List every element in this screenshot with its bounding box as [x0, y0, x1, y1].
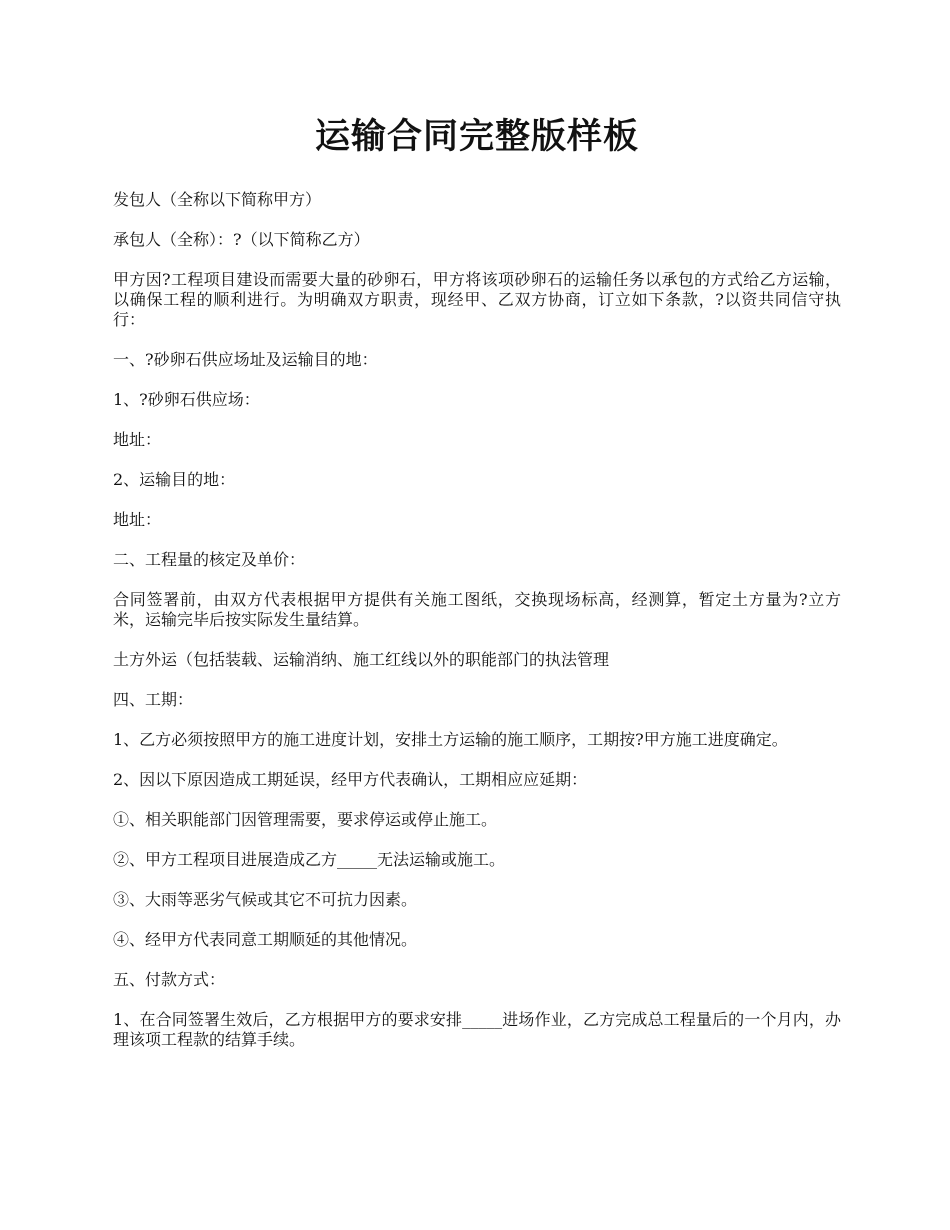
sub-clause-item: ④、经甲方代表同意工期顺延的其他情况。 [113, 930, 418, 949]
sub-clause-item: ②、甲方工程项目进展造成乙方_____无法运输或施工。 [113, 850, 506, 869]
section-heading: 二、工程量的核定及单价： [113, 550, 306, 569]
clause-item: 1、?砂卵石供应场： [113, 390, 260, 409]
clause-item: 1、在合同签署生效后，乙方根据甲方的要求安排_____进场作业，乙方完成总工程量后的一个月内，办理该项工程款的结算手续。 [113, 1010, 841, 1049]
address-line: 地址： [113, 430, 162, 449]
clause-item: 1、乙方必须按照甲方的施工进度计划，安排土方运输的施工顺序，工期按?甲方施工进度确定。 [113, 730, 788, 749]
sub-clause-item: ①、相关职能部门因管理需要，要求停运或停止施工。 [113, 810, 498, 829]
clause-item: 2、运输目的地： [113, 470, 236, 489]
clause-paragraph: 土方外运（包括装载、运输消纳、施工红线以外的职能部门的执法管理 [113, 650, 610, 669]
section-heading: 一、?砂卵石供应场址及运输目的地： [113, 350, 378, 369]
clause-item: 2、因以下原因造成工期延误，经甲方代表确认，工期相应应延期： [113, 770, 588, 789]
document-page [113, 108, 841, 1070]
clause-paragraph: 合同签署前，由双方代表根据甲方提供有关施工图纸，交换现场标高，经测算，暂定土方量为?立方米，运输完毕后按实际发生量结算。 [113, 590, 841, 629]
sub-clause-item: ③、大雨等恶劣气候或其它不可抗力因素。 [113, 890, 418, 909]
section-heading: 五、付款方式： [113, 970, 226, 989]
document-title: 运输合同完整版样板 [314, 116, 639, 157]
party-a-line: 发包人（全称以下简称甲方） [113, 190, 322, 209]
address-line: 地址： [113, 510, 162, 529]
section-heading: 四、工期： [113, 690, 194, 709]
party-b-line: 承包人（全称）：?（以下简称乙方） [113, 230, 370, 249]
preamble-paragraph: 甲方因?工程项目建设而需要大量的砂卵石，甲方将该项砂卵石的运输任务以承包的方式给乙方运输，以确保工程的顺利进行。为明确双方职责，现经甲、乙双方协商，订立如下条款，?以资共同信守执行： [113, 270, 841, 329]
